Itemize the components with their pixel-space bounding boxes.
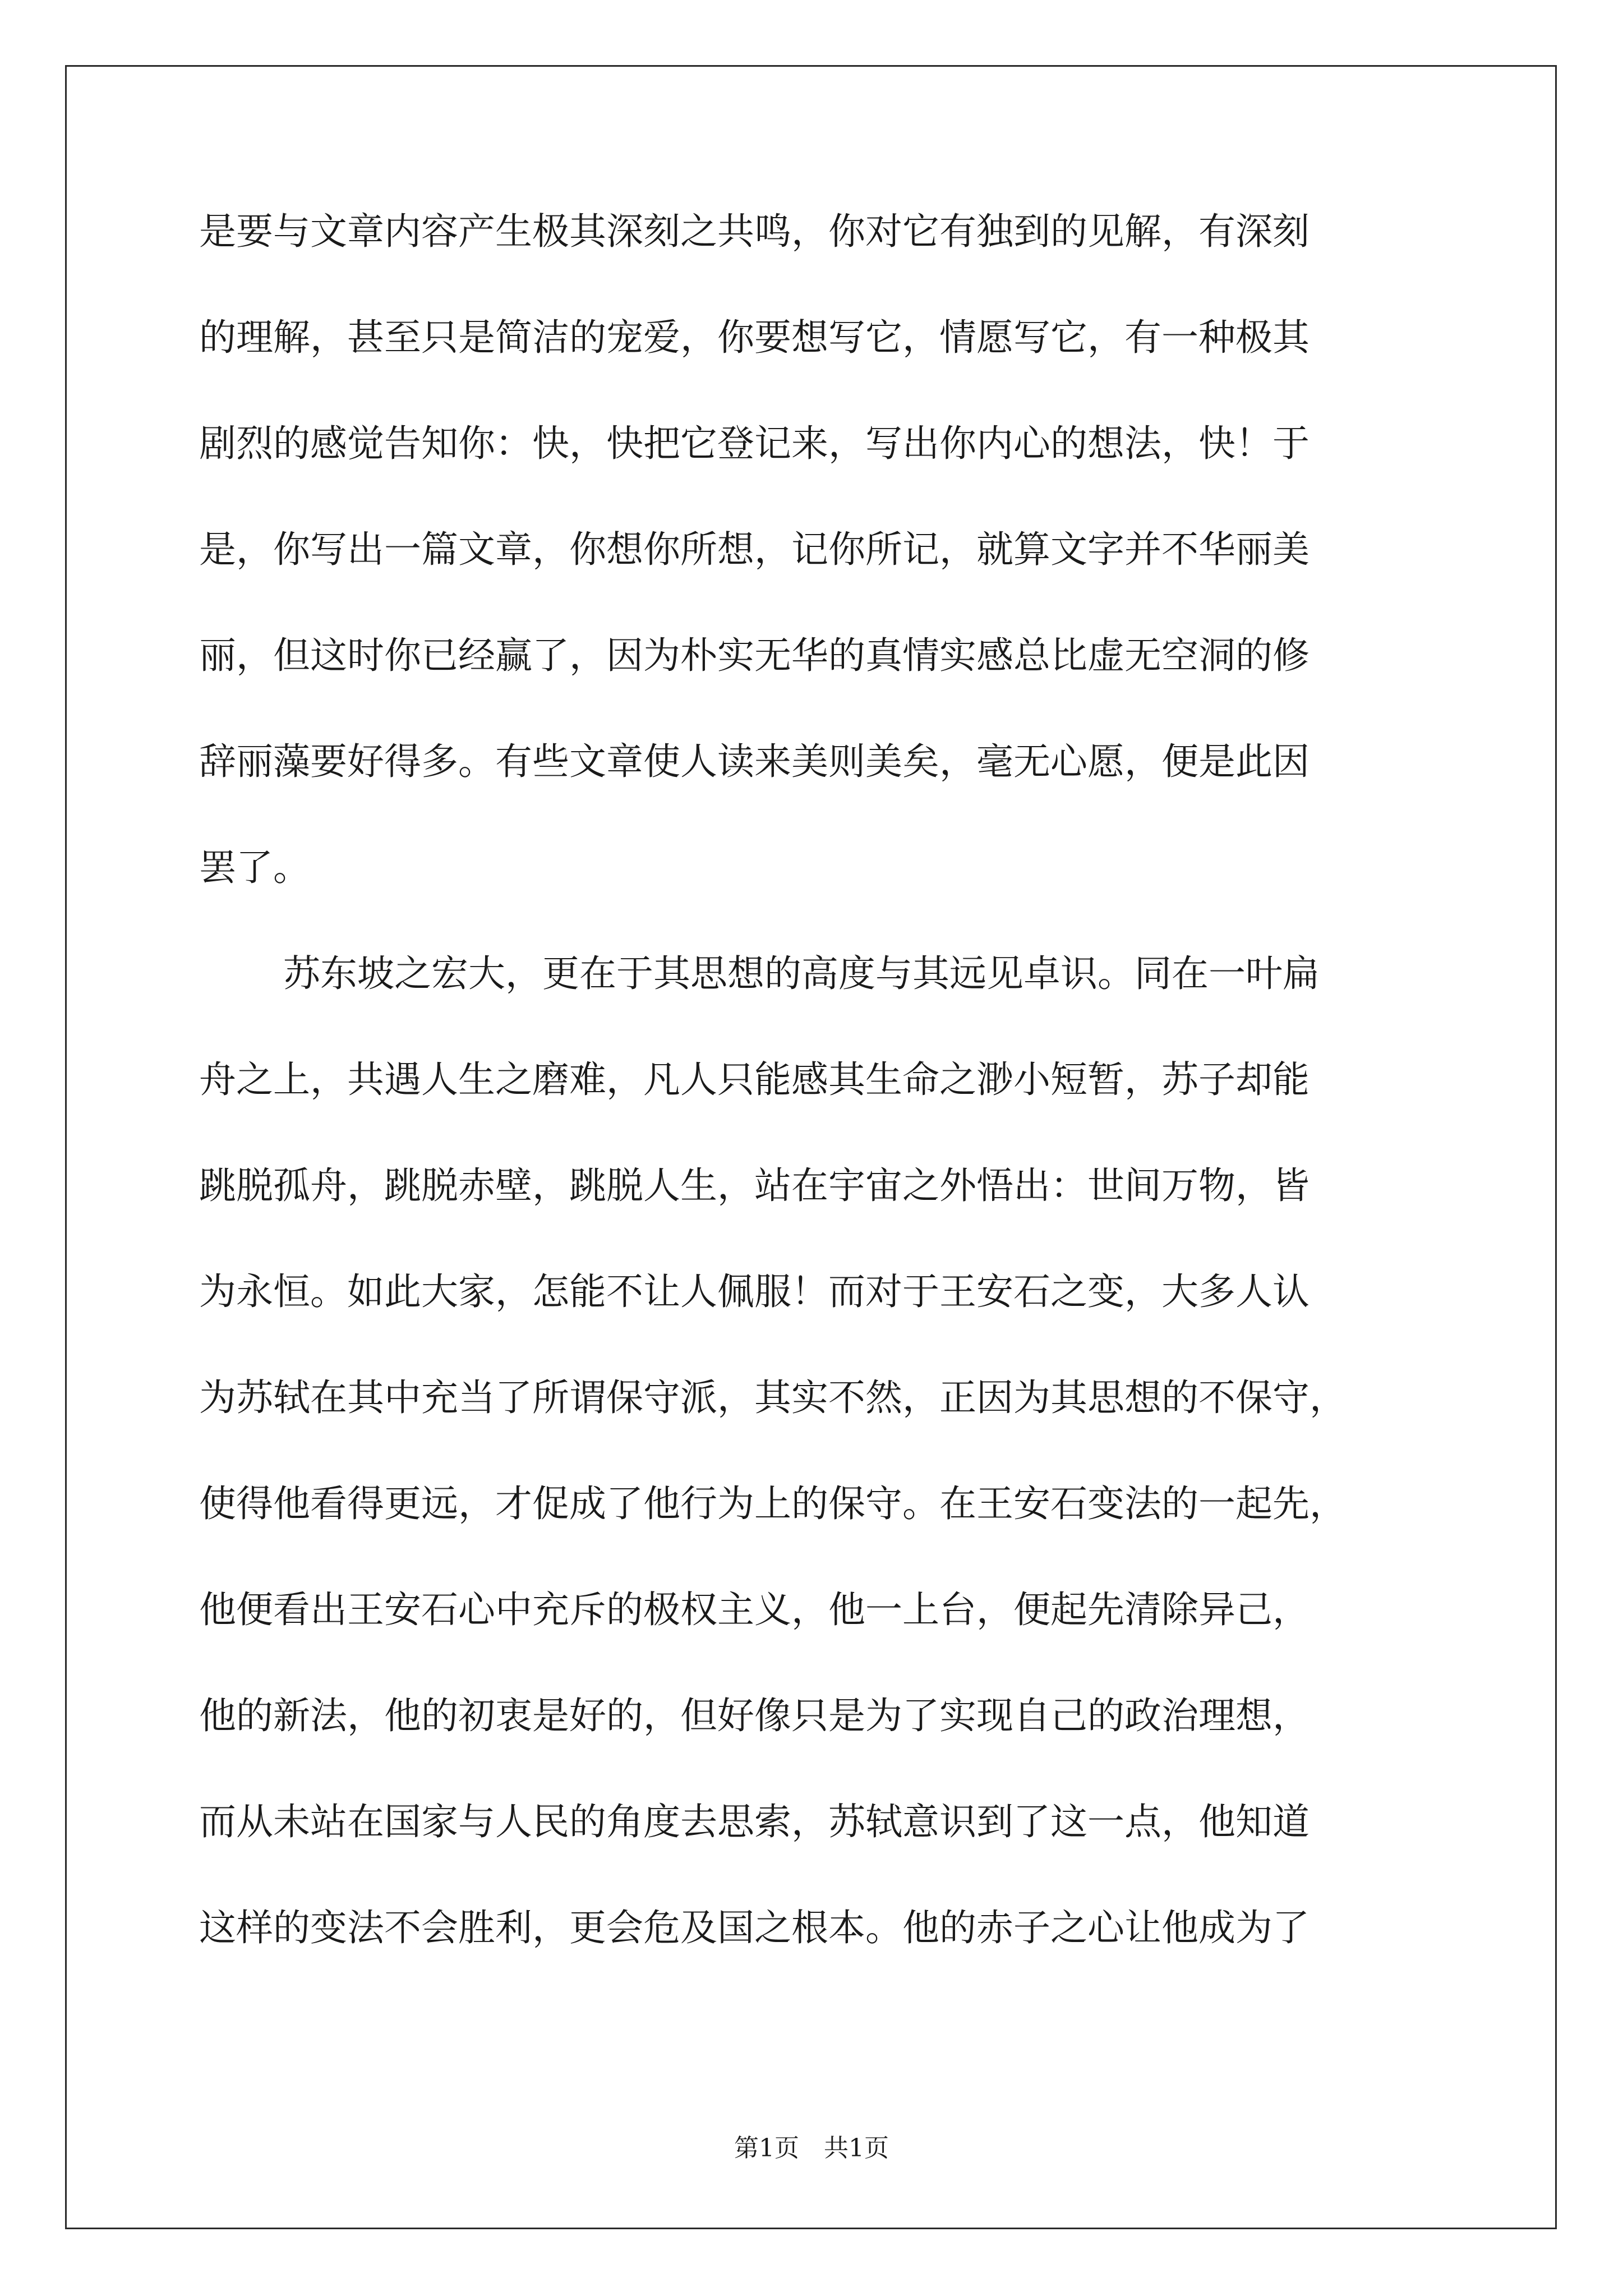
text-line-indented: 苏东坡之宏大，更在于其思想的高度与其远见卓识。同在一叶扁 xyxy=(283,952,1320,995)
text-line: 使得他看得更远，才促成了他行为上的保守。在王安石变法的一起先， xyxy=(199,1482,1347,1525)
text-line: 是要与文章内容产生极其深刻之共鸣，你对它有独到的见解，有深刻 xyxy=(199,210,1310,253)
text-line: 为永恒。如此大家，怎能不让人佩服！而对于王安石之变，大多人认 xyxy=(199,1270,1310,1313)
text-line: 舟之上，共遇人生之磨难，凡人只能感其生命之渺小短暂，苏子却能 xyxy=(199,1058,1310,1101)
text-line: 罢了。 xyxy=(199,846,310,889)
text-line: 辞丽藻要好得多。有些文章使人读来美则美矣，毫无心愿，便是此因 xyxy=(199,740,1310,783)
text-line: 为苏轼在其中充当了所谓保守派，其实不然，正因为其思想的不保守， xyxy=(199,1376,1347,1419)
text-line: 的理解，甚至只是简洁的宠爱，你要想写它，情愿写它，有一种极其 xyxy=(199,316,1310,359)
document-body xyxy=(199,210,1433,2016)
text-line: 他便看出王安石心中充斥的极权主义，他一上台，便起先清除异己， xyxy=(199,1588,1310,1631)
text-line: 丽，但这时你已经赢了，因为朴实无华的真情实感总比虚无空洞的修 xyxy=(199,634,1310,677)
text-line: 这样的变法不会胜利，更会危及国之根本。他的赤子之心让他成为了 xyxy=(199,1906,1310,1949)
text-line: 而从未站在国家与人民的角度去思索，苏轼意识到了这一点，他知道 xyxy=(199,1800,1310,1843)
text-line: 他的新法，他的初衷是好的，但好像只是为了实现自己的政治理想， xyxy=(199,1694,1310,1737)
text-line: 跳脱孤舟，跳脱赤壁，跳脱人生，站在宇宙之外悟出：世间万物，皆 xyxy=(199,1164,1310,1207)
text-line: 是，你写出一篇文章，你想你所想，记你所记，就算文字并不华丽美 xyxy=(199,528,1310,571)
text-line: 剧烈的感觉告知你：快，快把它登记来，写出你内心的想法，快！于 xyxy=(199,422,1310,465)
page-number: 第1页 共1页 xyxy=(734,2134,889,2162)
